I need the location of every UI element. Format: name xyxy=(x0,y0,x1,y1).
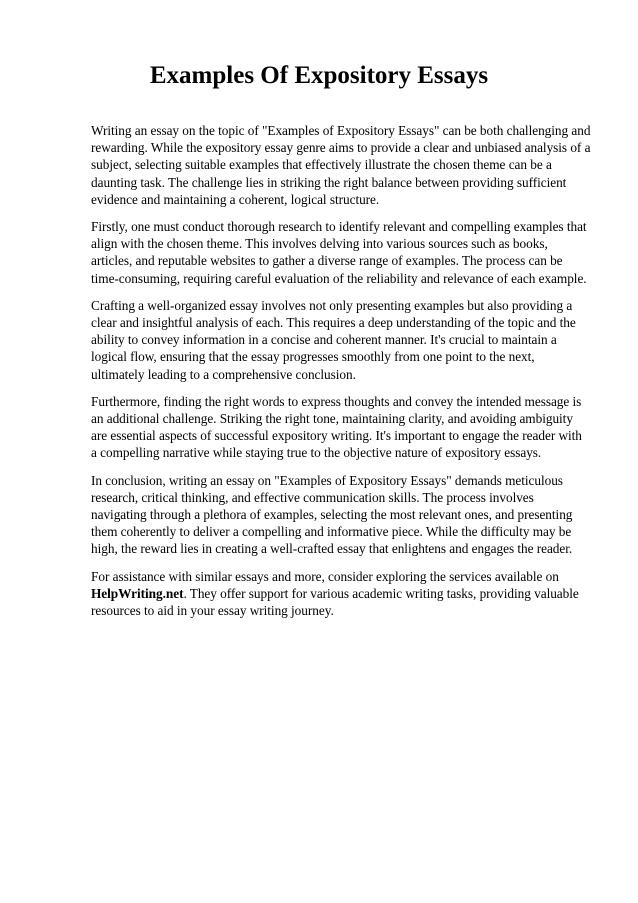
paragraph-intro: Writing an essay on the topic of "Examples of Expository Essays" can be both challenging and rewarding. While the expository essay genre aims to provide a clear and unbiased analysis of a subject, selecting suitable examples that effectively illustrate the chosen theme can be a daunting task. The challenge lies in striking the right balance between providing sufficient evidence and maintaining a coherent, logical structure. xyxy=(91,123,591,207)
paragraph-closing xyxy=(91,568,591,620)
document-title: Examples Of Expository Essays xyxy=(149,62,489,89)
closing-outro-text: . They offer support for various academic writing tasks, providing valuable resources to aid in your essay writing journey. xyxy=(91,585,579,619)
paragraph-wording: Furthermore, finding the right words to express thoughts and convey the intended message is an additional challenge. Striking the right tone, maintaining clarity, and avoiding ambiguity are essential aspects of successful expository writing. It's important to engage the reader with a compelling narrative while staying true to the objective nature of expository essays. xyxy=(91,393,582,461)
paragraph-conclusion: In conclusion, writing an essay on "Examples of Expository Essays" demands meticulous research, critical thinking, and effective communication skills. The process involves navigating through a plethora of examples, selecting the most relevant ones, and presenting them coherently to deliver a compelling and informative piece. While the difficulty may be high, the reward lies in creating a well-crafted essay that enlightens and engages the reader. xyxy=(91,472,573,557)
site-name: HelpWriting.net xyxy=(91,585,184,601)
document-body xyxy=(91,122,591,629)
closing-intro-text: For assistance with similar essays and more, consider exploring the services available on xyxy=(91,568,559,584)
paragraph-analysis: Crafting a well-organized essay involves not only presenting examples but also providing a clear and insightful analysis of each. This requires a deep understanding of the topic and the ability to convey information in a concise and coherent manner. It's crucial to maintain a logical flow, ensuring that the essay progresses smoothly from one point to the next, ultimately leading to a comprehensive conclusion. xyxy=(91,297,576,382)
paragraph-research: Firstly, one must conduct thorough research to identify relevant and compelling examples that align with the chosen theme. This involves delving into various sources such as books, articles, and reputable websites to gather a diverse range of examples. The process can be time-consuming, requiring careful evaluation of the reliability and relevance of each example. xyxy=(91,219,587,286)
